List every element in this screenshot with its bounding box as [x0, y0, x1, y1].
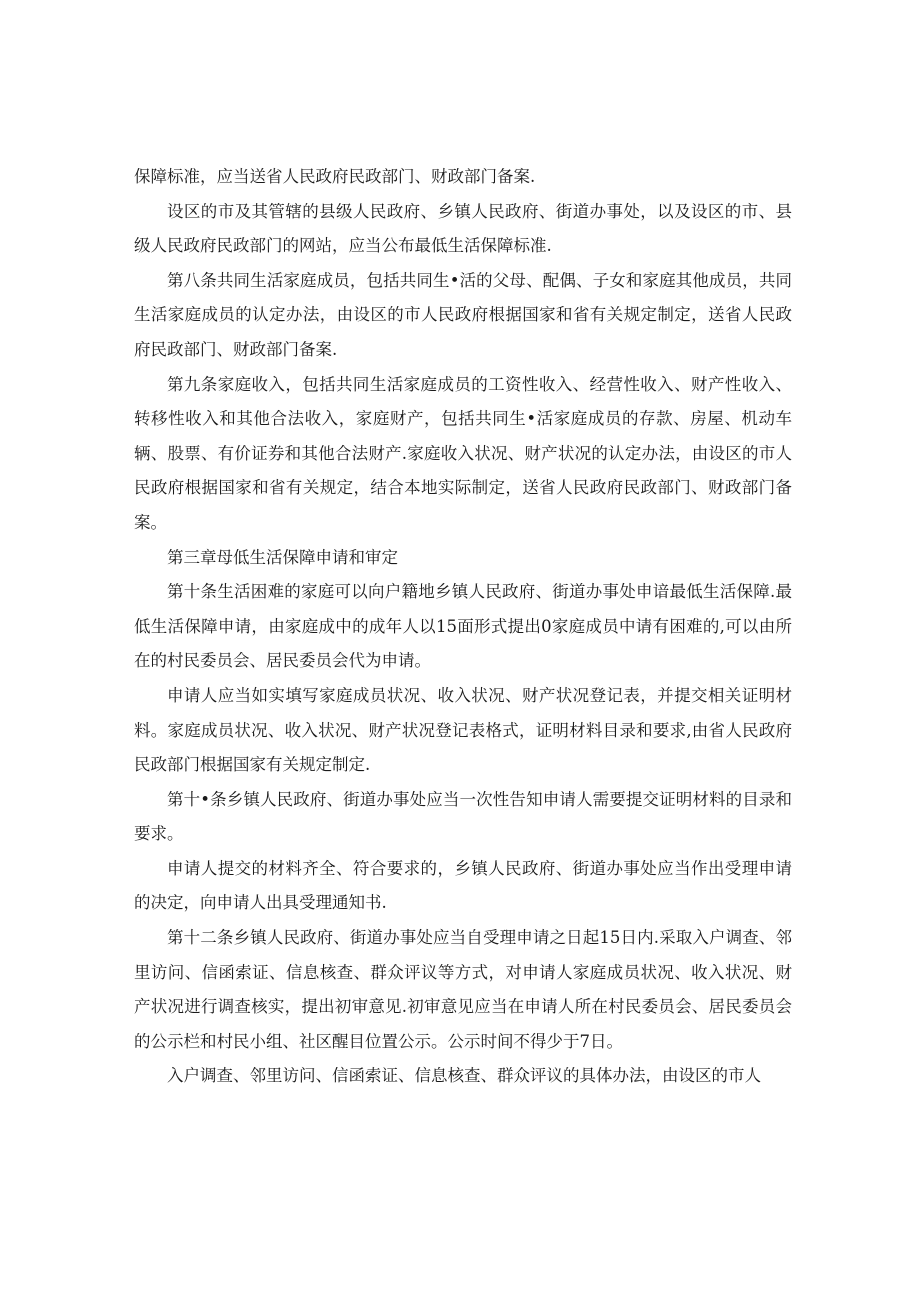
paragraph-article-10: 第十条生活困难的家庭可以向户籍地乡镇人民政府、街道办事处申谙最低生活保障.最低生活保障申请，由家庭成中的成年人以15面形式提出0家庭成员中请有困难的,可以由所在的村民委员会、居民委员会代为申请。 [134, 582, 792, 671]
paragraph-acceptance: 申请人提交的材料齐全、符合要求的，乡镇人民政府、街道办事处应当作出受理申请的决定，向申请人出具受理通知书. [134, 858, 792, 913]
document-body [134, 160, 792, 1094]
paragraph-article-8: 第八条共同生活家庭成员，包括共同生•活的父母、配偶、子女和家庭其他成员，共同生活家庭成员的认定办法，由设区的市人民政府根据国家和省有关规定制定，送省人民政府民政部门、财政部门备案. [134, 270, 792, 359]
paragraph-article-12: 第十二条乡镇人民政府、街道办事处应当自受理申请之日起15日内.采取入户调查、邻里访问、信函索证、信息核查、群众评议等方式，对申请人家庭成员状况、收入状况、财产状况进行调查核实，提出初审意见.初审意见应当在申请人所在村民委员会、居民委员会的公示栏和村民小组、社区醒目位置公示。公示时间不得少于7日。 [134, 928, 792, 1051]
paragraph-investigation-methods: 入户调查、邻里访问、信函索证、信息核查、群众评议的具体办法，由设区的市人 [167, 1066, 761, 1086]
paragraph-article-9: 第九条家庭收入，包括共同生活家庭成员的工资性收入、经营性收入、财产性收入、转移性收入和其他合法收入，家庭财产，包括共同生•活家庭成员的存款、房屋、机动车辆、股票、有价证券和其他合法财产.家庭收入状况、财产状况的认定办法，由设区的市人民政府根据国家和省有关规定，结合本地实际制定，送省人民政府民政部门、财政部门备案。 [134, 374, 792, 532]
paragraph-continuation: 保障标准，应当送省人民政府民政部门、财政部门备案. [134, 167, 536, 186]
chapter-heading: 第三章母低生活保障申请和审定 [167, 547, 398, 567]
paragraph-standard-publication: 设区的市及其管辖的县级人民政府、乡镇人民政府、街道办事处，以及设区的市、县级人民政府民政部门的网站，应当公布最低生活保障标准. [134, 201, 792, 256]
paragraph-applicant-materials: 申请人应当如实填写家庭成员状况、收入状况、财产状况登记表，并提交相关证明材料。家庭成员状况、收入状况、财产状况登记表格式，证明材料目录和要求,由省人民政府民政部门根据国家有关规定制定. [134, 685, 792, 775]
paragraph-article-11: 第十•条乡镇人民政府、街道办事处应当一次性告知申请人需要提交证明材料的目录和要求。 [134, 789, 792, 844]
